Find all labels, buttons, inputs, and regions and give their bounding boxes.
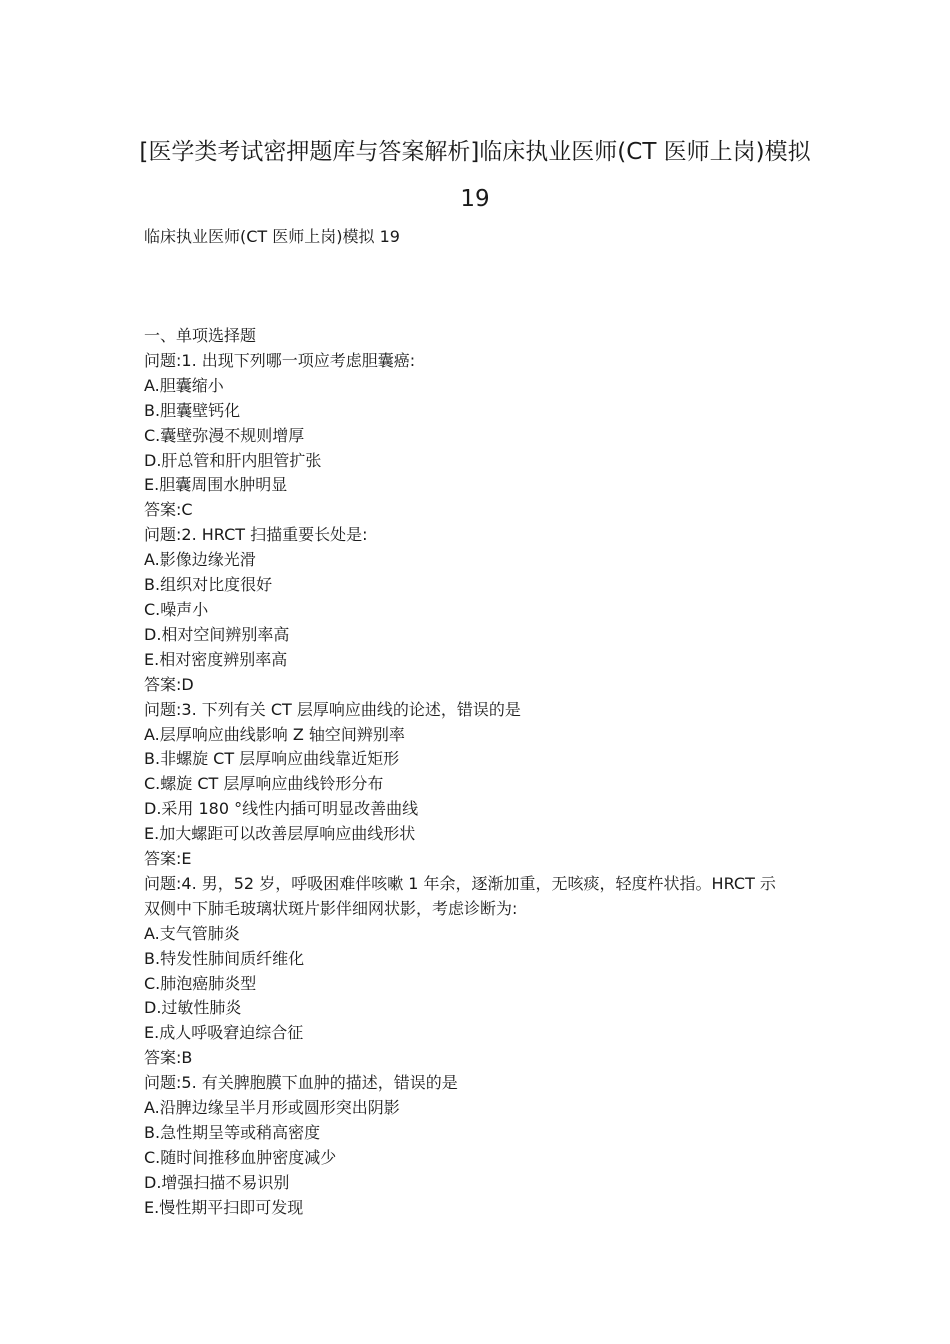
answer: 答案:E [144, 849, 192, 869]
question-stem: 问题:3. 下列有关 CT 层厚响应曲线的论述，错误的是 [144, 699, 521, 719]
option-b: B.胆囊壁钙化 [144, 400, 241, 420]
question-stem-line2: 双侧中下肺毛玻璃状斑片影伴细网状影，考虑诊断为: [144, 898, 518, 918]
option-a: A.层厚响应曲线影响 Z 轴空间辨别率 [144, 724, 405, 744]
option-e: E.慢性期平扫即可发现 [144, 1197, 304, 1217]
option-a: A.沿脾边缘呈半月形或圆形突出阴影 [144, 1098, 400, 1118]
section-heading: 一、单项选择题 [144, 326, 257, 345]
question-stem: 问题:1. 出现下列哪一项应考虑胆囊癌: [144, 350, 416, 370]
answer: 答案:D [144, 674, 194, 694]
option-c: C.螺旋 CT 层厚响应曲线铃形分布 [144, 774, 384, 794]
option-a: A.影像边缘光滑 [144, 550, 256, 570]
option-e: E.胆囊周围水肿明显 [144, 475, 288, 495]
document-subtitle: 临床执业医师(CT 医师上岗)模拟 19 [144, 227, 400, 246]
document-title-line1: [医学类考试密押题库与答案解析]临床执业医师(CT 医师上岗)模拟 [139, 139, 811, 165]
document-body [144, 324, 814, 1221]
option-d: D.采用 180 °线性内插可明显改善曲线 [144, 799, 419, 819]
option-b: B.急性期呈等或稍高密度 [144, 1123, 321, 1142]
option-e: E.相对密度辨别率高 [144, 649, 288, 669]
option-b: B.特发性肺间质纤维化 [144, 948, 305, 968]
option-d: D.肝总管和肝内胆管扩张 [144, 450, 322, 470]
option-c: C.随时间推移血肿密度减少 [144, 1147, 337, 1167]
option-a: A.支气管肺炎 [144, 923, 240, 943]
option-d: D.过敏性肺炎 [144, 998, 242, 1018]
question-stem: 问题:5. 有关脾胞膜下血肿的描述，错误的是 [144, 1073, 458, 1093]
option-c: C.囊壁弥漫不规则增厚 [144, 425, 305, 445]
option-d: D.增强扫描不易识别 [144, 1172, 290, 1192]
option-e: E.加大螺距可以改善层厚响应曲线形状 [144, 824, 416, 844]
option-c: C.噪声小 [144, 599, 209, 619]
question-stem: 问题:2. HRCT 扫描重要长处是: [144, 525, 368, 545]
option-e: E.成人呼吸窘迫综合征 [144, 1023, 304, 1043]
answer: 答案:B [144, 1048, 193, 1068]
option-b: B.组织对比度很好 [144, 575, 273, 595]
option-d: D.相对空间辨别率高 [144, 624, 290, 644]
document-title-line2: 19 [460, 186, 490, 212]
option-c: C.肺泡癌肺炎型 [144, 973, 257, 993]
option-a: A.胆囊缩小 [144, 375, 224, 395]
option-b: B.非螺旋 CT 层厚响应曲线靠近矩形 [144, 749, 400, 769]
answer: 答案:C [144, 500, 193, 520]
question-stem-line1: 问题:4. 男，52 岁，呼吸困难伴咳嗽 1 年余，逐渐加重，无咳痰，轻度杵状指。HRCT 示 [144, 873, 776, 893]
